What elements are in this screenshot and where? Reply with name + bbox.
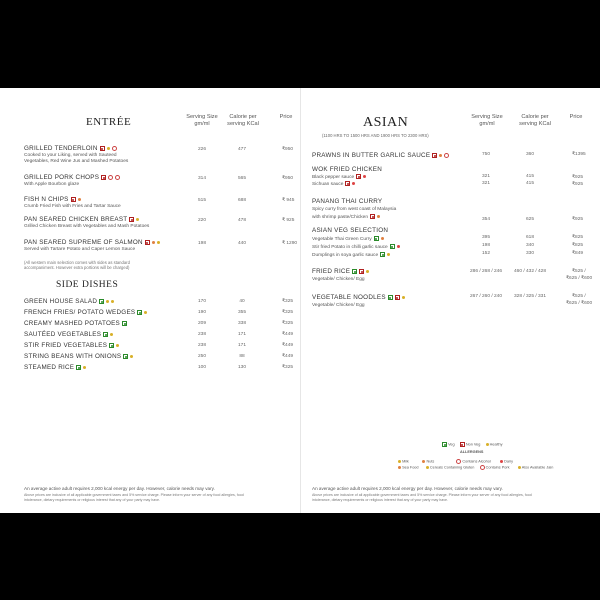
calorie-header: Calorie per serving KCal: [227, 114, 259, 127]
serving-size: 152: [481, 251, 490, 256]
gluten-icon: [387, 253, 390, 256]
price-value: ₹625 / ₹600: [566, 301, 593, 306]
price-value: ₹625 / ₹600: [566, 276, 593, 281]
non-veg-icon: [370, 214, 375, 219]
serving-size: 238: [197, 343, 206, 348]
sides-note: (All western main selection comes with sides as standard: [24, 260, 130, 265]
calorie-value: 88: [239, 354, 245, 359]
nuts-icon: [422, 460, 425, 463]
menu-item-name: PRAWNS IN BUTTER GARLIC SAUCE: [312, 152, 449, 159]
non-veg-icon: [356, 174, 361, 179]
veg-icon: [99, 299, 104, 304]
spicy-icon: [397, 245, 400, 248]
calorie-value: 415: [525, 181, 534, 186]
allergens-title: ALLERGENS: [460, 450, 484, 454]
milk-icon: [112, 146, 117, 151]
healthy-icon: [486, 443, 489, 446]
calorie-value: 171: [237, 332, 246, 337]
non-veg-icon: [101, 175, 106, 180]
calorie-value: 40: [239, 299, 245, 304]
calorie-value: 478: [237, 218, 246, 223]
healthy-icon: [136, 218, 139, 221]
non-veg-icon: [145, 240, 150, 245]
side-item-name: STRING BEANS WITH ONIONS: [24, 353, 133, 360]
serving-size: 750: [481, 152, 490, 157]
menu-item-name: VEGETABLE NOODLES: [312, 294, 405, 301]
price-value: ₹950: [282, 176, 294, 181]
price-value: ₹925: [572, 175, 584, 180]
serving-size: 314: [197, 176, 206, 181]
non-veg-icon: [432, 153, 437, 158]
calorie-value: 618: [525, 235, 534, 240]
side-item-name: CREAMY MASHED POTATOES: [24, 320, 127, 327]
non-veg-icon: [345, 181, 350, 186]
allergen-legend-row-2: Sea Food Cereals Containing Gluten Contains Pork Also Available Jain: [396, 465, 553, 470]
calorie-value: 565: [237, 176, 246, 181]
milk-icon: [444, 153, 449, 158]
calorie-header: Calorie per serving KCal: [519, 114, 551, 127]
price-value: ₹325: [282, 365, 294, 370]
diet-legend: Veg Non Veg Healthy: [440, 442, 503, 447]
jain-icon: [518, 466, 521, 469]
menu-item-option: Sichuan sauce: [312, 181, 355, 188]
calorie-value: 330: [525, 251, 534, 256]
veg-icon: [442, 442, 447, 447]
seafood-icon: [377, 215, 380, 218]
menu-item-description: Served with Tartare Potato and Caper Lemon Sauce: [24, 247, 136, 252]
menu-item-name: WOK FRIED CHICKEN: [312, 166, 383, 173]
seafood-icon: [398, 466, 401, 469]
serving-size: 100: [197, 365, 206, 370]
entree-column: [0, 88, 300, 513]
gluten-icon: [426, 466, 429, 469]
menu-item-option: Black pepper sauce: [312, 174, 366, 181]
calorie-value: 440: [237, 241, 246, 246]
serving-size: 395: [481, 235, 490, 240]
veg-icon: [76, 365, 81, 370]
seafood-icon: [439, 154, 442, 157]
healthy-icon: [130, 355, 133, 358]
serving-size: 190: [197, 310, 206, 315]
milk-icon: [398, 460, 401, 463]
serving-size: 515: [197, 198, 206, 203]
serving-size: 354: [481, 217, 490, 222]
serving-size-header: Serving Size gm/ml: [186, 114, 218, 127]
veg-icon: [109, 343, 114, 348]
calorie-footnote: An average active adult requires 2,000 kcal energy per day. However, calorie needs may vary.: [312, 486, 503, 491]
menu-item-option: Stir fried Potato in chilli garlic sauce: [312, 244, 400, 251]
alcohol-icon: [115, 175, 120, 180]
serving-size: 198: [197, 241, 206, 246]
calorie-value: 130: [237, 365, 246, 370]
calorie-value: 328 / 325 / 331: [513, 294, 546, 299]
menu-item-option: Vegetable Thai Green Curry: [312, 236, 384, 243]
price-value: ₹1395: [572, 152, 586, 157]
healthy-icon: [106, 300, 109, 303]
calorie-value: 688: [237, 198, 246, 203]
healthy-icon: [157, 241, 160, 244]
price-value: ₹ 945: [282, 198, 295, 203]
price-value: ₹849: [572, 251, 584, 256]
serving-size: 220: [197, 218, 206, 223]
serving-size: 286 / 268 / 246: [469, 269, 502, 274]
price-value: ₹950: [282, 147, 294, 152]
veg-icon: [352, 269, 357, 274]
healthy-icon: [83, 366, 86, 369]
non-veg-icon: [395, 295, 400, 300]
price-value: ₹449: [282, 332, 294, 337]
calorie-value: 460 / 432 / 428: [513, 269, 546, 274]
price-value: ₹ 925: [282, 218, 295, 223]
healthy-icon: [110, 333, 113, 336]
veg-icon: [390, 244, 395, 249]
spicy-icon: [352, 182, 355, 185]
menu-item-name: GRILLED TENDERLOIN: [24, 145, 117, 152]
veg-icon: [122, 321, 127, 326]
menu-item-description: Crumb Fried Fish with Fries and Tartar Sauce: [24, 204, 121, 209]
menu-item-name: ASIAN VEG SELECTION: [312, 227, 389, 234]
serving-size: 321: [481, 181, 490, 186]
serving-size: 209: [197, 321, 206, 326]
price-value: ₹ 1290: [282, 241, 298, 246]
tax-note: intolerance, dietary requirements or religious interest that any of your party may have.: [312, 498, 449, 502]
non-veg-icon: [359, 269, 364, 274]
veg-icon: [137, 310, 142, 315]
spicy-icon: [363, 175, 366, 178]
price-header: Price: [279, 114, 293, 120]
pork-icon: [480, 465, 485, 470]
healthy-icon: [116, 344, 119, 347]
calorie-value: 340: [525, 243, 534, 248]
calorie-value: 360: [525, 152, 534, 157]
calorie-value: 477: [237, 147, 246, 152]
menu-sheet: [0, 88, 600, 513]
tax-note: Above prices are inclusive of all applicable government taxes and 5% service charge. Please inform your server of any food allergies, food: [312, 493, 532, 497]
calorie-footnote: An average active adult requires 2,000 kcal energy per day. However, calorie needs may vary.: [24, 486, 215, 491]
calorie-value: 415: [525, 174, 534, 179]
menu-item-description: Vegetable/ Chicken/ Egg: [312, 277, 365, 282]
nuts-icon: [381, 237, 384, 240]
healthy-icon: [111, 300, 114, 303]
menu-item-name: PANANG THAI CURRY: [312, 198, 383, 205]
serving-size-header: Serving Size gm/ml: [471, 114, 503, 127]
price-value: ₹449: [282, 343, 294, 348]
seafood-icon: [78, 198, 81, 201]
menu-item-description: With Apple Bourbon glaze: [24, 182, 80, 187]
calorie-value: 625: [525, 217, 534, 222]
calorie-value: 338: [237, 321, 246, 326]
non-veg-icon: [129, 217, 134, 222]
menu-item-name: GRILLED PORK CHOPS: [24, 174, 120, 181]
alcohol-icon: [456, 459, 461, 464]
menu-item-description: Cooked to your Liking, served with Sauteed: [24, 153, 117, 158]
pork-icon: [108, 175, 113, 180]
price-header: Price: [569, 114, 583, 120]
asian-hours: (1100 HRS TO 1500 HRS AND 1900 HRS TO 2300 HRS): [322, 133, 429, 138]
menu-item-option: Dumplings in soya garlic sauce: [312, 252, 390, 259]
menu-item-description: Vegetables, Red Wine Jus and Mashed Potatoes: [24, 159, 129, 164]
menu-item-description: Spicy curry from west coast of Malaysia: [312, 207, 397, 212]
price-value: ₹449: [282, 354, 294, 359]
serving-size: 198: [481, 243, 490, 248]
egg-icon: [402, 296, 405, 299]
menu-item-description: Vegetable/ Chicken/ Egg: [312, 303, 365, 308]
menu-item-description: with shrimp paste/Chicken: [312, 214, 380, 221]
serving-size: 238: [197, 332, 206, 337]
side-item-name: SAUTÉED VEGETABLES: [24, 331, 113, 338]
sides-note: accompaniment. However extra portions will be charged): [24, 265, 130, 270]
side-item-name: GREEN HOUSE SALAD: [24, 298, 114, 305]
menu-item-description: Grilled Chicken Breast with Vegetables and Mash Potatoes: [24, 224, 150, 229]
tax-note: Above prices are inclusive of all applicable government taxes and 5% service charge. Please inform your server of any food allergies, food: [24, 493, 244, 497]
egg-icon: [366, 270, 369, 273]
side-item-name: FRENCH FRIES/ POTATO WEDGES: [24, 309, 147, 316]
non-veg-icon: [100, 146, 105, 151]
serving-size: 267 / 260 / 240: [469, 294, 502, 299]
veg-icon: [374, 236, 379, 241]
healthy-icon: [107, 147, 110, 150]
price-value: ₹525 /: [572, 269, 586, 274]
healthy-icon: [144, 311, 147, 314]
price-value: ₹525 /: [572, 294, 586, 299]
price-value: ₹325: [282, 321, 294, 326]
tax-note: intolerance, dietary requirements or religious interest that any of your party may have.: [24, 498, 161, 502]
price-value: ₹925: [572, 217, 584, 222]
price-value: ₹825: [572, 235, 584, 240]
price-value: ₹325: [282, 299, 294, 304]
serving-size: 321: [481, 174, 490, 179]
price-value: ₹925: [572, 182, 584, 187]
calorie-value: 171: [237, 343, 246, 348]
veg-icon: [123, 354, 128, 359]
menu-item-name: PAN SEARED CHICKEN BREAST: [24, 216, 139, 223]
allergen-legend-row-1: Milk Nuts Contains Alcohol Dairy: [396, 459, 513, 464]
calorie-value: 355: [237, 310, 246, 315]
side-dishes-title: SIDE DISHES: [56, 280, 119, 290]
menu-item-name: PAN SEARED SUPREME OF SALMON: [24, 239, 160, 246]
price-value: ₹825: [572, 243, 584, 248]
serving-size: 170: [197, 299, 206, 304]
asian-title: ASIAN: [363, 115, 409, 130]
serving-size: 226: [197, 147, 206, 152]
asian-column: [300, 88, 600, 513]
serving-size: 250: [197, 354, 206, 359]
veg-icon: [380, 252, 385, 257]
side-item-name: STEAMED RICE: [24, 364, 86, 371]
entree-title: ENTRÉE: [86, 116, 132, 128]
price-value: ₹325: [282, 310, 294, 315]
veg-icon: [388, 295, 393, 300]
side-item-name: STIR FRIED VEGETABLES: [24, 342, 119, 349]
veg-icon: [103, 332, 108, 337]
seafood-icon: [152, 241, 155, 244]
dairy-icon: [500, 460, 503, 463]
menu-item-name: FISH N CHIPS: [24, 196, 81, 203]
menu-item-name: FRIED RICE: [312, 268, 369, 275]
non-veg-icon: [460, 442, 465, 447]
non-veg-icon: [71, 197, 76, 202]
